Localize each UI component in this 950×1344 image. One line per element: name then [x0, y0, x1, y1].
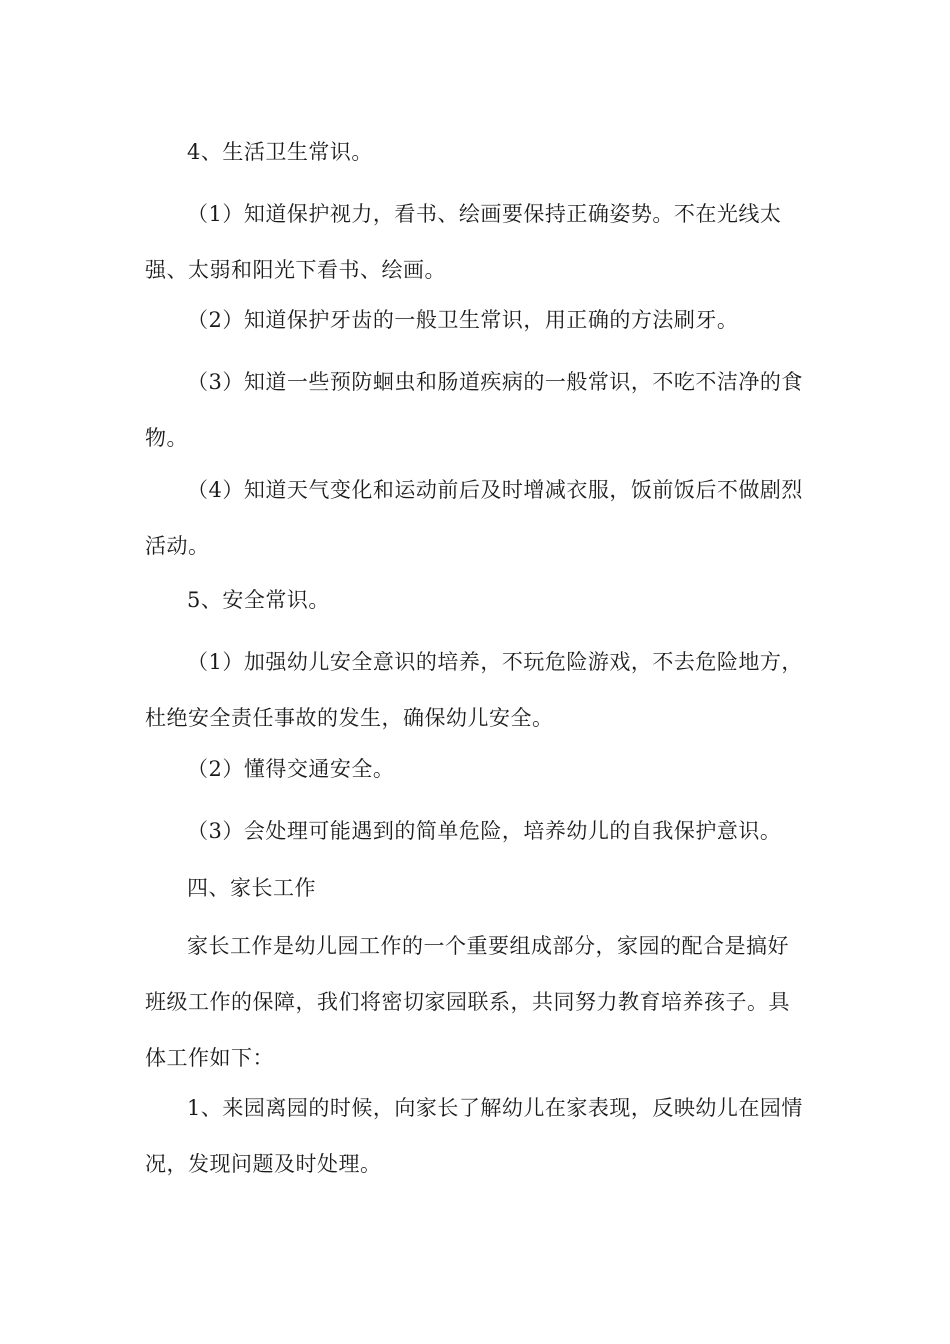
paragraph-arrival-departure: 1、来园离园的时候，向家长了解幼儿在家表现，反映幼儿在园情况，发现问题及时处理。 — [145, 1096, 803, 1176]
paragraph-teeth: （2）知道保护牙齿的一般卫生常识，用正确的方法刷牙。 — [187, 308, 739, 332]
paragraph-eyesight: （1）知道保护视力，看书、绘画要保持正确姿势。不在光线太强、太弱和阳光下看书、绘画。 — [145, 202, 782, 282]
paragraph-safety-awareness: （1）加强幼儿安全意识的培养，不玩危险游戏，不去危险地方，杜绝安全责任事故的发生，确保幼儿安全。 — [145, 650, 803, 730]
heading-parent-work: 四、家长工作 — [187, 876, 316, 900]
paragraph-parent-work-intro: 家长工作是幼儿园工作的一个重要组成部分，家园的配合是搞好班级工作的保障，我们将密切家园联系，共同努力教育培养孩子。具体工作如下： — [145, 934, 790, 1070]
paragraph-self-protection: （3）会处理可能遇到的简单危险，培养幼儿的自我保护意识。 — [187, 819, 782, 843]
heading-hygiene-knowledge: 4、生活卫生常识。 — [187, 140, 373, 164]
paragraph-traffic-safety: （2）懂得交通安全。 — [187, 757, 395, 781]
paragraph-weather-clothing: （4）知道天气变化和运动前后及时增减衣服，饭前饭后不做剧烈活动。 — [145, 478, 803, 558]
heading-safety-knowledge: 5、安全常识。 — [187, 588, 330, 612]
paragraph-intestinal: （3）知道一些预防蛔虫和肠道疾病的一般常识，不吃不洁净的食物。 — [145, 370, 803, 450]
